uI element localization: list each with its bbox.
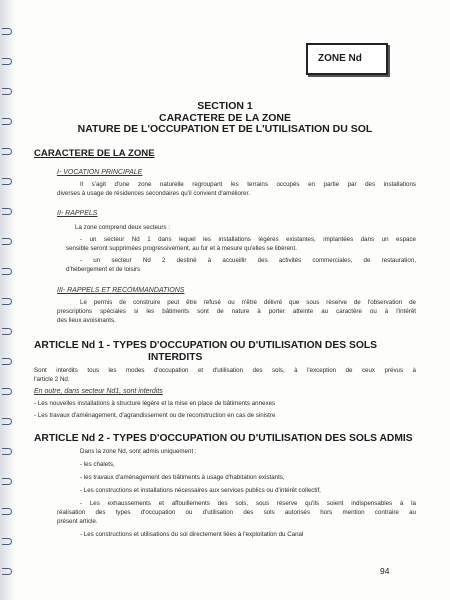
article2-item-cont: réalisation des types d'occupation ou d'utilisation des sols autorisés hors mention contraire au bbox=[57, 509, 416, 516]
vocation-heading: I- VOCATION PRINCIPALE bbox=[57, 169, 143, 176]
spiral-binding bbox=[0, 0, 16, 600]
binding-ring bbox=[2, 478, 12, 485]
binding-ring bbox=[2, 178, 12, 185]
binding-ring bbox=[2, 298, 12, 305]
rappels-sector2-line: d'hébergement et de loisirs bbox=[66, 266, 141, 273]
binding-ring bbox=[2, 388, 12, 395]
recommandations-line: des lieux avoisinants. bbox=[57, 317, 116, 324]
binding-ring bbox=[2, 28, 12, 35]
binding-ring bbox=[2, 148, 12, 155]
article2-item: - Les exhaussements et affouillements des sols, sous réserve qu'ils soient indispensables à la bbox=[80, 500, 416, 507]
vocation-text-line: diverses à usage de résidences secondaires qu'il convient d'améliorer. bbox=[57, 190, 250, 197]
rappels-sector2-line: - un secteur Nd 2 destiné à accueillir des activités commerciales, de restauration, bbox=[80, 257, 416, 264]
article2-item: - les travaux d'aménagement des bâtiments à usage d'habitation existants, bbox=[80, 474, 285, 481]
rappels-sector1-line: sensible seront supprimées progressivement, au fur et à mesure qu'elles se libèrent. bbox=[66, 245, 297, 252]
article1-item: - Les travaux d'aménagement, d'agrandissement ou de reconstruction en cas de sinistre bbox=[34, 412, 276, 419]
article1-sector-note: En outre, dans secteur Nd1, sont interdits bbox=[34, 388, 163, 395]
binding-ring bbox=[2, 418, 12, 425]
binding-ring bbox=[2, 208, 12, 215]
binding-ring bbox=[2, 568, 12, 575]
article1-title-cont: INTERDITS bbox=[148, 352, 203, 363]
binding-ring bbox=[2, 238, 12, 245]
binding-ring bbox=[2, 328, 12, 335]
binding-ring bbox=[2, 358, 12, 365]
article2-item: - Les constructions et utilisations du sol directement liées à l'exploitation du Canal bbox=[80, 531, 304, 538]
caractere-heading: CARACTERE DE LA ZONE bbox=[34, 148, 155, 159]
page-number: 94 bbox=[380, 566, 390, 576]
article2-item: - les chalets, bbox=[80, 461, 115, 468]
section-title: CARACTERE DE LA ZONE bbox=[158, 112, 292, 124]
article2-item-cont: présent article. bbox=[57, 518, 98, 525]
zone-label-box bbox=[306, 43, 388, 75]
rappels-sector1-line: - un secteur Nd 1 dans lequel les installations légères existantes, implantées dans un espace bbox=[80, 236, 416, 243]
vocation-text-line: Il s'agit d'une zone naturelle regroupant les terrains occupés en partie par des installations bbox=[80, 181, 416, 188]
binding-ring bbox=[2, 88, 12, 95]
binding-ring bbox=[2, 538, 12, 545]
recommandations-line: Le permis de construire peut être refusé ou n'être délivré que sous réserve de l'observation de bbox=[80, 299, 416, 306]
zone-label: ZONE Nd bbox=[318, 53, 362, 64]
article1-intro-line: Sont interdits tous les modes d'occupation et d'utilisation des sols, à l'exception de ceux prévus à bbox=[34, 367, 416, 374]
section-number: SECTION 1 bbox=[197, 100, 253, 112]
binding-ring bbox=[2, 508, 12, 515]
article1-title: ARTICLE Nd 1 - TYPES D'OCCUPATION OU D'UTILISATION DES SOLS bbox=[34, 340, 377, 351]
section-subtitle: NATURE DE L'OCCUPATION ET DE L'UTILISATION DU SOL bbox=[77, 123, 373, 135]
binding-ring bbox=[2, 268, 12, 275]
article1-item: - Les nouvelles installations à structure légère et la mise en place de bâtiments annexes bbox=[34, 400, 276, 407]
rappels-intro: La zone comprend deux secteurs : bbox=[75, 224, 170, 231]
binding-ring bbox=[2, 58, 12, 65]
article1-intro-line: l'article 2 Nd. bbox=[34, 376, 70, 383]
recommandations-line: prescriptions spéciales si les bâtiments sont de nature à porter atteinte au caractère ou à l'intérêt bbox=[57, 308, 416, 315]
article2-title: ARTICLE Nd 2 - TYPES D'OCCUPATION OU D'UTILISATION DES SOLS ADMIS bbox=[34, 433, 413, 444]
article2-item: - Les constructions et installations nécessaires aux services publics ou d'intérêt collectif, bbox=[80, 487, 321, 494]
binding-ring bbox=[2, 448, 12, 455]
rappels-heading: II- RAPPELS bbox=[57, 210, 98, 217]
article2-intro: Dans la zone Nd, sont admis uniquement : bbox=[80, 448, 197, 455]
recommandations-heading: III- RAPPELS ET RECOMMANDATIONS bbox=[57, 287, 185, 294]
